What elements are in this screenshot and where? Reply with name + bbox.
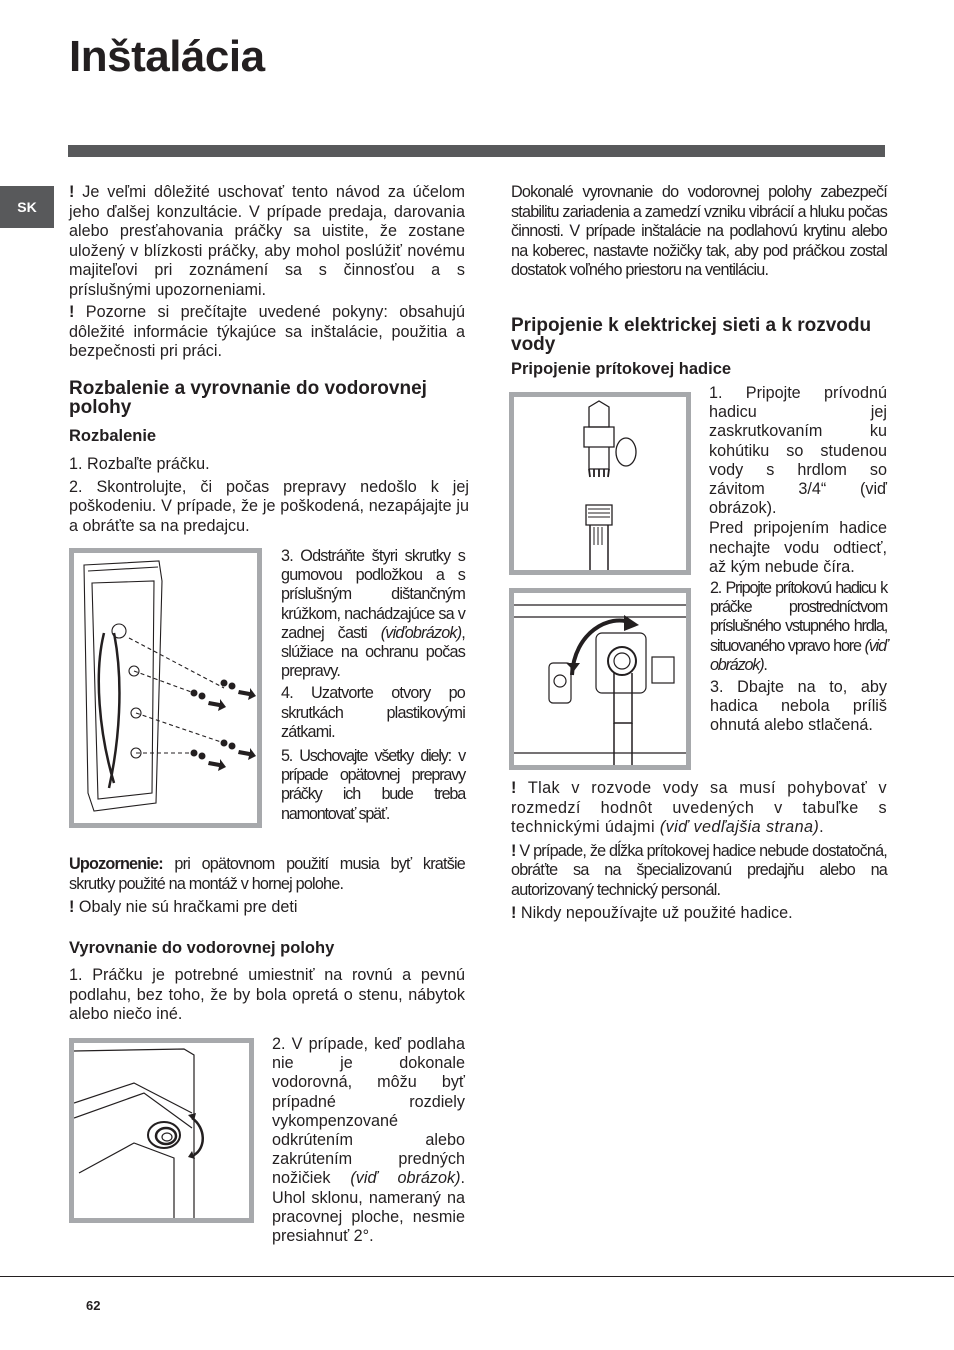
heading-connection: Pripojenie k elektrickej sieti a k rozvodu vody [511, 315, 872, 355]
left-intro [69, 183, 465, 365]
unpack-step-4: 4. Uzatvorte otvory po skrutkách plastikovými zátkami. [281, 684, 465, 741]
warning-mark: ! [511, 904, 517, 922]
figure-foot-adjust [69, 1038, 254, 1223]
footer-rule [0, 1276, 954, 1277]
figure-inlet-connection [509, 588, 691, 770]
leveling-paragraph: Dokonalé vyrovnanie do vodorovnej polohy zabezpečí stabilitu zariadenia a zamedzí vzniku vibrácií a hluku počas činnosti. V prípade inštalácie na podlahovú krytinu alebo na koberec, nastavte nožičky tak, aby pod práčkou zostal dostatok voľného priestoru na ventiláciu. [511, 183, 887, 279]
pressure-warning: ! Tlak v rozvode vody sa musí pohybovať v rozmedzí hodnôt uvedených v tabuľke s technickými údajmi (viď vedľajšia strana). [511, 779, 887, 836]
level-step-2: 2. V prípade, keď podlaha nie je dokonale vodorovná, môžu byť prípadné rozdiely vykompenzované odkrútením alebo zakrútením predných nožičiek (viď obrázok). Uhol sklonu, nameraný na pracovnej ploche, nesmie presiahnuť 2°. [272, 1035, 465, 1246]
subheading-leveling: Vyrovnanie do vodorovnej polohy [69, 939, 335, 957]
level-side-text [272, 1035, 465, 1249]
figure-rear-bolts [69, 548, 262, 828]
warning-mark: ! [69, 183, 75, 201]
hose-side-text-2 [710, 579, 887, 739]
used-hose-warning: ! Nikdy nepoužívajte už použité hadice. [511, 904, 793, 922]
level-step-1: 1. Práčku je potrebné umiestniť na rovnú a pevnú podlahu, bez toho, že by bola opretá o stenu, nábytok alebo niečo iné. [69, 966, 465, 1023]
language-tab: SK [0, 186, 54, 228]
reuse-warning: Upozornenie: pri opätovnom použití musia byť kratšie skrutky použité na montáž v hornej polohe. [69, 855, 465, 893]
hose-step-1b: Pred pripojením hadice nechajte vodu odtiecť, až kým nebude číra. [709, 519, 887, 576]
warning-mark: ! [511, 841, 516, 860]
right-connect-section [511, 316, 887, 379]
hose-step-1: 1. Pripojte prívodnú hadicu jej zaskrutkovaním ku kohútiku so studenou vody s hrdlom so závitom 3/4“ (viď obrázok). [709, 384, 887, 518]
warning-mark: ! [69, 898, 75, 916]
hose-side-text-1 [709, 384, 887, 580]
hose-length-warning: ! V prípade, že dĺžka prítokovej hadice nebude dostatočná, obráťte sa na špecializovanú predajňu alebo na autorizovaný technický personál. [511, 841, 888, 899]
unpack-step-5: 5. Uschovajte všetky diely: v prípade opätovnej prepravy práčky ich bude treba namontovať späť. [281, 747, 465, 823]
hose-step-2: 2. Pripojte prítokovú hadicu k práčke prostredníctvom príslušného vstupného hrdla, situovaného vpravo hore (viď obrázok). [710, 579, 887, 674]
unpack-side-text [281, 547, 465, 827]
right-warnings [511, 779, 887, 927]
unpack-step-1: 1. Rozbaľte práčku. [69, 455, 210, 473]
foot-adjust-illustration [74, 1043, 249, 1218]
intro-paragraph-2: ! Pozorne si prečítajte uvedené pokyny: obsahujú dôležité informácie týkajúce sa inštalácie, použitia a bezpečnosti pri práci. [69, 303, 465, 360]
intro-paragraph-1: ! Je veľmi dôležité uschovať tento návod za účelom jeho ďalšej konzultácie. V prípade predaja, darovania alebo presťahovania práčky sa uistite, že zostane uložený v blízkosti práčky, aby mohol poslúžiť novému majiteľovi pri zoznámení sa s činnosťou a s príslušnými upozorneniami. [69, 183, 465, 299]
unpack-step-2: 2. Skontrolujte, či počas prepravy nedošlo k jej poškodeniu. V prípade, že je poškodená, nezapájajte ju a obráťte sa na predajcu. [69, 477, 469, 535]
page-title: Inštalácia [69, 32, 265, 81]
subheading-unpack: Rozbalenie [69, 427, 157, 445]
left-unpack-section [69, 379, 469, 539]
left-warnings [69, 855, 465, 921]
tap-hose-illustration [514, 397, 686, 570]
subheading-hose: Pripojenie prítokovej hadice [511, 360, 732, 378]
rear-bolts-illustration [74, 553, 257, 823]
title-rule [68, 145, 885, 157]
inlet-connection-illustration [514, 593, 686, 765]
warning-mark: ! [511, 779, 517, 797]
page-number: 62 [86, 1298, 101, 1313]
right-intro [511, 183, 887, 284]
packaging-warning: ! Obaly nie sú hračkami pre deti [69, 898, 298, 916]
figure-tap-hose [509, 392, 691, 575]
unpack-step-3: 3. Odstráňte štyri skrutky s gumovou podložkou a s príslušným dištančným krúžkom, nachádzajúce sa v zadnej časti (viďobrázok), slúžiace na ochranu počas prepravy. [281, 547, 465, 681]
hose-step-3: 3. Dbajte na to, aby hadica nebola príliš ohnutá alebo stlačená. [710, 678, 887, 735]
warning-mark: ! [69, 303, 75, 321]
left-level-section [69, 938, 465, 1028]
heading-unpack: Rozbalenie a vyrovnanie do vodorovnej polohy [69, 378, 427, 418]
